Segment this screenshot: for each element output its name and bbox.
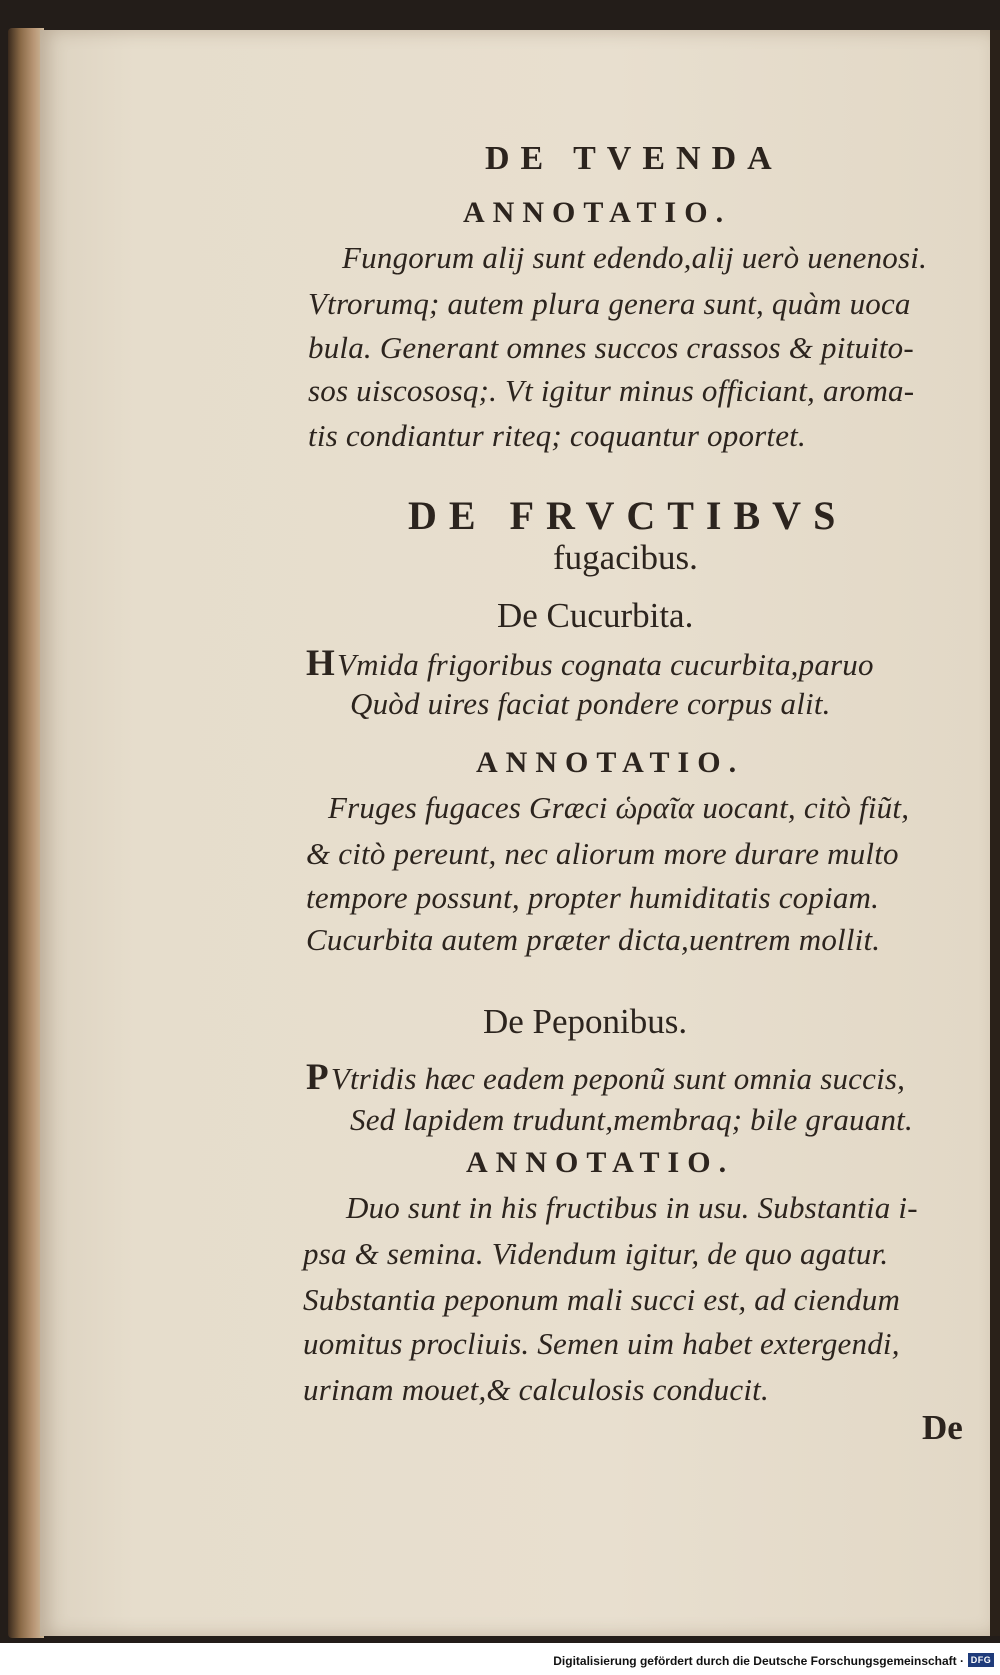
heading-cucurbita: De Cucurbita.: [497, 596, 694, 635]
peponibus-verse-line-1: [306, 1056, 905, 1099]
right-gutter: [990, 30, 1000, 1636]
footer-bar: [0, 1643, 1000, 1675]
annotatio-1-line-2: Vtrorumq; autem plura genera sunt, quàm uoca: [308, 286, 911, 321]
annotatio-1-line-3: bula. Generant omnes succos crassos & pituito-: [308, 330, 914, 365]
dfg-logo-icon: DFG: [968, 1653, 994, 1667]
catchword: De: [922, 1408, 963, 1447]
peponibus-annot-line-4: uomitus procliuis. Semen uim habet extergendi,: [303, 1326, 900, 1361]
annotatio-label-1: ANNOTATIO.: [463, 196, 732, 229]
annotatio-label-3: ANNOTATIO.: [466, 1146, 735, 1179]
annotatio-1-line-5: tis condiantur riteq; coquantur oportet.: [308, 418, 806, 453]
peponibus-annot-line-3: Substantia peponum mali succi est, ad ciendum: [303, 1282, 901, 1317]
section-subtitle-fugacibus: fugacibus.: [553, 538, 698, 577]
footer-credit: Digitalisierung gefördert durch die Deutsche Forschungsgemeinschaft ·: [553, 1654, 964, 1668]
annotatio-1-line-4: sos uiscososq;. Vt igitur minus officiant, aroma-: [308, 373, 915, 408]
book-edge: [8, 28, 44, 1638]
verse-initial-p: P: [306, 1057, 329, 1098]
cucurbita-annot-line-2: & citò pereunt, nec aliorum more durare multo: [306, 836, 899, 871]
cucurbita-annot-line-4: Cucurbita autem præter dicta,uentrem mollit.: [306, 922, 881, 957]
running-header: DE TVENDA: [485, 140, 783, 177]
cucurbita-annot-line-3: tempore possunt, propter humiditatis copiam.: [306, 880, 880, 915]
cucurbita-verse-line-2: Quòd uires faciat pondere corpus alit.: [350, 686, 831, 721]
verse-initial-h: H: [306, 643, 335, 684]
cucurbita-verse-line-1-text: Vmida frigoribus cognata cucurbita,paruo: [336, 647, 874, 682]
peponibus-annot-line-1: Duo sunt in his fructibus in usu. Substantia i-: [346, 1190, 918, 1225]
heading-peponibus: De Peponibus.: [483, 1002, 688, 1041]
cucurbita-annot-line-1: Fruges fugaces Græci ὡραῖα uocant, citò fiũt,: [328, 790, 910, 825]
peponibus-verse-line-1-text: Vtridis hæc eadem peponũ sunt omnia succis,: [330, 1061, 906, 1096]
section-title-fructibus: DE FRVCTIBVS: [408, 493, 848, 538]
peponibus-annot-line-5: urinam mouet,& calculosis conducit.: [303, 1372, 769, 1407]
annotatio-label-2: ANNOTATIO.: [476, 746, 745, 779]
peponibus-verse-line-2: Sed lapidem trudunt,membraq; bile grauant.: [350, 1102, 913, 1137]
peponibus-annot-line-2: psa & semina. Videndum igitur, de quo agatur.: [303, 1236, 889, 1271]
annotatio-1-line-1: Fungorum alij sunt edendo,alij uerò uenenosi.: [342, 240, 928, 275]
cucurbita-verse-line-1: [306, 642, 874, 685]
